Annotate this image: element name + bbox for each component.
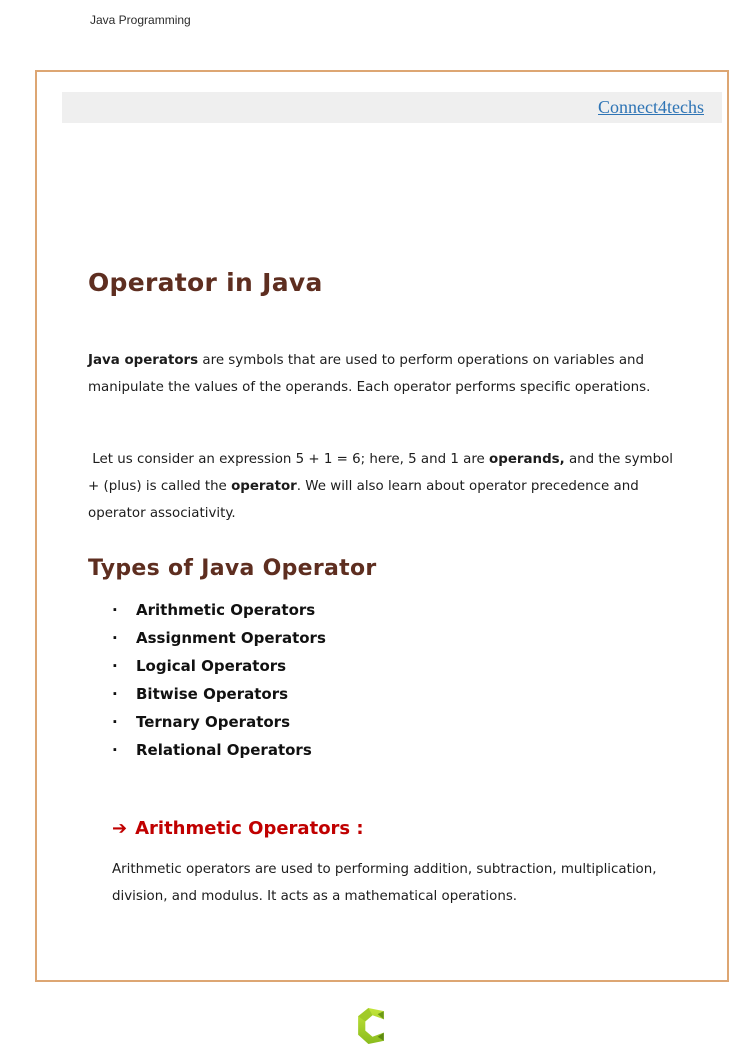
list-item (112, 624, 326, 652)
expression-paragraph: Let us consider an expression 5 + 1 = 6; here, 5 and 1 are operands, and the symbol + (plus) is called the operator. We will also learn about operator precedence and operator associativity. (88, 452, 678, 521)
list-item (112, 736, 326, 764)
list-item-label: Logical Operators (136, 657, 287, 675)
brand-link[interactable]: Connect4techs (598, 97, 704, 117)
brand-bar (62, 92, 722, 123)
connect4techs-logo (354, 1007, 391, 1046)
doc-header-label: Java Programming (90, 13, 191, 27)
list-item (112, 680, 326, 708)
intro-paragraph: Java operators are symbols that are used to perform operations on variables and manipulate the values of the operands. Each operator performs specific operations. (88, 353, 651, 395)
list-item (112, 708, 326, 736)
list-item-label: Bitwise Operators (136, 685, 289, 703)
list-item (112, 596, 326, 624)
bullet-dot-icon: · (112, 741, 118, 759)
list-item-label: Relational Operators (136, 741, 312, 759)
bullet-dot-icon: · (112, 629, 118, 647)
list-item (112, 652, 326, 680)
page-title: Operator in Java (88, 268, 323, 297)
operator-list (112, 596, 326, 764)
arithmetic-heading (112, 818, 364, 839)
arrow-icon: ➔ (112, 818, 128, 839)
bullet-dot-icon: · (112, 685, 118, 703)
list-item-label: Ternary Operators (136, 713, 290, 731)
arithmetic-heading-label: Arithmetic Operators : (135, 818, 364, 839)
bullet-dot-icon: · (112, 601, 118, 619)
arithmetic-paragraph: Arithmetic operators are used to performing addition, subtraction, multiplication, division, and modulus. It acts as a mathematical operations. (112, 862, 661, 904)
section-title: Types of Java Operator (88, 556, 377, 581)
list-item-label: Assignment Operators (136, 629, 326, 647)
list-item-label: Arithmetic Operators (136, 601, 316, 619)
bullet-dot-icon: · (112, 657, 118, 675)
bullet-dot-icon: · (112, 713, 118, 731)
